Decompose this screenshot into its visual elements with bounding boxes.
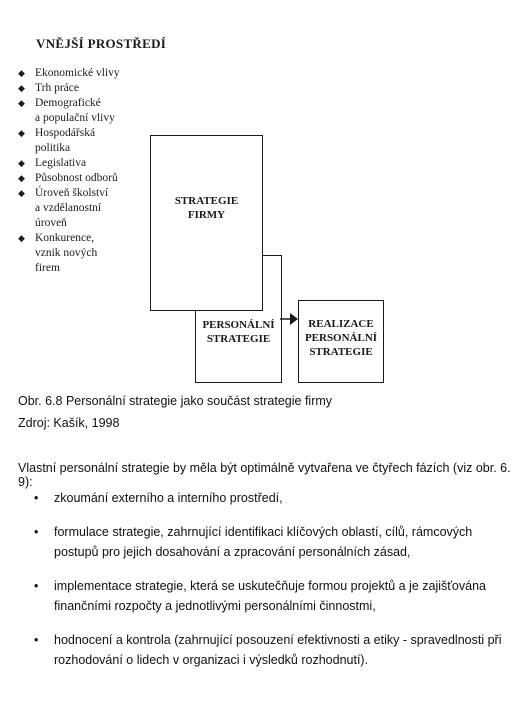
diamond-bullet-icon: ◆ — [18, 188, 25, 198]
list-item: • implementace strategie, která se uskutečňuje formou projektů a je zajišťována finančními rozpočty a jednotlivými personálními činnostmi, — [18, 576, 513, 616]
list-item: ◆ Konkurence, vznik nových firem — [18, 232, 98, 274]
personnel-strategy-box: PERSONÁLNÍ STRATEGIE — [195, 255, 282, 383]
arrow-right-icon — [280, 311, 300, 327]
diamond-bullet-icon: ◆ — [18, 158, 25, 168]
list-item: • hodnocení a kontrola (zahrnující posouzení efektivnosti a etiky - spravedlnosti při rozhodování o lidech v organizaci i výsledků rozhodnutí). — [18, 630, 513, 670]
list-item: ◆ Demografické a populační vlivy — [18, 97, 115, 124]
diamond-bullet-icon: ◆ — [18, 98, 25, 108]
bullet-icon: • — [34, 579, 39, 593]
list-item: ◆ Působnost odborů — [18, 172, 118, 184]
figure-heading: VNĚJŠÍ PROSTŘEDÍ — [36, 36, 167, 51]
body-intro: Vlastní personální strategie by měla být optimálně vytvařena ve čtyřech fázích (viz obr. 6. 9): — [18, 461, 511, 489]
bullet-icon: • — [34, 491, 39, 505]
realization-box: REALIZACE PERSONÁLNÍ STRATEGIE — [298, 300, 384, 383]
figure-caption: Obr. 6.8 Personální strategie jako součást strategie firmy — [18, 394, 333, 408]
external-factors-list — [18, 66, 158, 276]
company-strategy-box: STRATEGIE FIRMY — [150, 135, 263, 311]
diamond-bullet-icon: ◆ — [18, 233, 25, 243]
list-item: ◆ Legislativa — [18, 157, 87, 169]
diamond-bullet-icon: ◆ — [18, 128, 25, 138]
list-item: ◆ Ekonomické vlivy — [18, 67, 120, 79]
bullet-icon: • — [34, 525, 39, 539]
bullet-icon: • — [34, 633, 39, 647]
list-item: • formulace strategie, zahrnující identifikaci klíčových oblastí, cílů, rámcových postupů pro jejich dosahování a zpracování personálních zásad, — [18, 522, 513, 562]
list-item: ◆ Trh práce — [18, 82, 79, 94]
list-item: ◆ Hospodářská politika — [18, 127, 96, 154]
diamond-bullet-icon: ◆ — [18, 83, 25, 93]
figure-source: Zdroj: Kašík, 1998 — [18, 416, 120, 430]
list-item: ◆ Úroveň školství a vzdělanostní úroveň — [18, 187, 109, 229]
diamond-bullet-icon: ◆ — [18, 68, 25, 78]
phase-list — [18, 488, 513, 684]
diamond-bullet-icon: ◆ — [18, 173, 25, 183]
list-item: • zkoumání externího a interního prostředí, — [18, 488, 513, 508]
